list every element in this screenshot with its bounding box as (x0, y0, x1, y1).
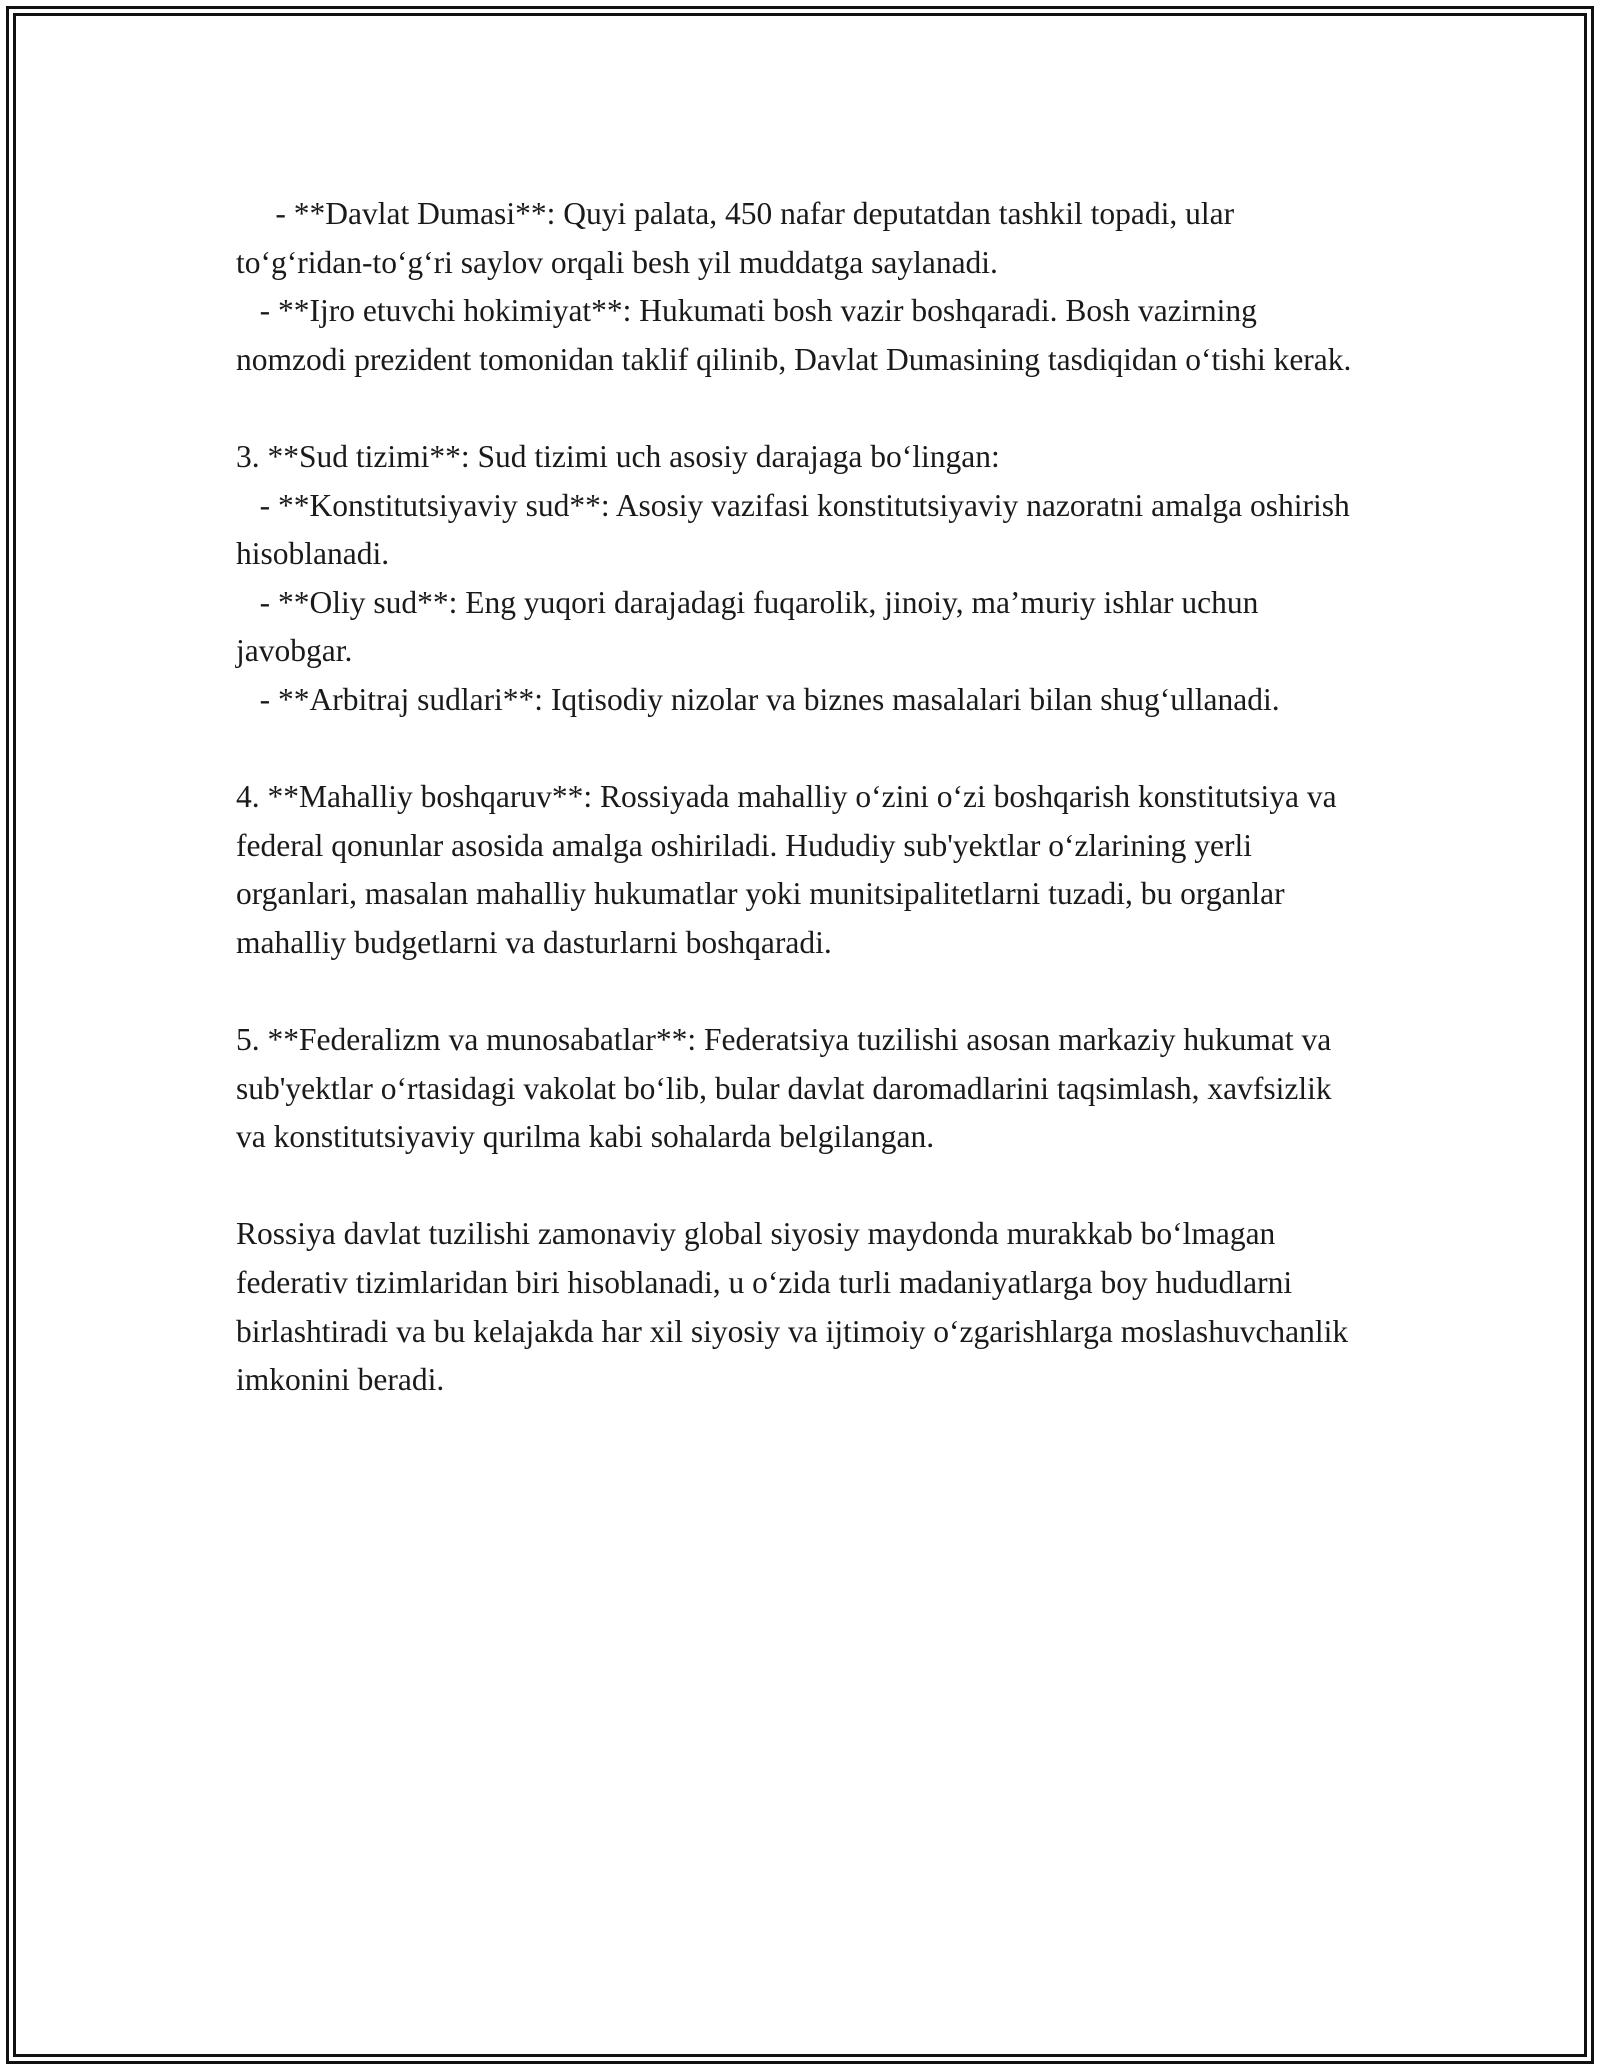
paragraph-spacer (236, 384, 1366, 433)
paragraph-konstitutsiyaviy-sud: - **Konstitutsiyaviy sud**: Asosiy vazifasi konstitutsiyaviy nazoratni amalga oshirish hisoblanadi. (236, 487, 1358, 572)
paragraph-mahalliy-boshqaruv: 4. **Mahalliy boshqaruv**: Rossiyada mahalliy o‘zini o‘zi boshqarish konstitutsiya va federal qonunlar asosida amalga oshiriladi. Hududiy sub'yektlar o‘zlarining yerli organlari, masalan mahalliy hukumatlar yoki munitsipalitetlarni tuzadi, bu organlar mahalliy budgetlarni va dasturlarni boshqaradi. (236, 779, 1345, 960)
paragraph-sud-tizimi: 3. **Sud tizimi**: Sud tizimi uch asosiy darajaga bo‘lingan: (236, 438, 1000, 474)
paragraph-spacer (236, 1162, 1366, 1211)
paragraph-oliy-sud: - **Oliy sud**: Eng yuqori darajadagi fuqarolik, jinoiy, ma’muriy ishlar uchun javobgar. (236, 584, 1267, 669)
paragraph-conclusion: Rossiya davlat tuzilishi zamonaviy global siyosiy maydonda murakkab bo‘lmagan federativ tizimlaridan biri hisoblanadi, u o‘zida turli madaniyatlarga boy hududlarni birlashtiradi va bu kelajakda har xil siyosiy va ijtimoiy o‘zgarishlarga moslashuvchanlik imkonini beradi. (236, 1216, 1357, 1398)
paragraph-arbitraj-sudlari: - **Arbitraj sudlari**: Iqtisodiy nizolar va biznes masalalari bilan shug‘ullanadi. (236, 681, 1280, 717)
paragraph-ijro-hokimiyat: - **Ijro etuvchi hokimiyat**: Hukumati bosh vazir boshqaradi. Bosh vazirning nomzodi prezident tomonidan taklif qilinib, Davlat Dumasining tasdiqidan o‘tishi kerak. (236, 293, 1352, 377)
paragraph-federalizm: 5. **Federalizm va munosabatlar**: Federatsiya tuzilishi asosan markaziy hukumat va sub'yektlar o‘rtasidagi vakolat bo‘lib, bular davlat daromadlarini taqsimlash, xavfsizlik va konstitutsiyaviy qurilma kabi sohalarda belgilangan. (236, 1022, 1340, 1155)
document-body (236, 190, 1366, 1405)
paragraph-spacer (236, 968, 1366, 1017)
paragraph-davlat-dumasi: - **Davlat Dumasi**: Quyi palata, 450 nafar deputatdan tashkil topadi, ular to‘g‘ridan-to‘g‘ri saylov orqali besh yil muddatga saylanadi. (236, 196, 1242, 280)
paragraph-spacer (236, 725, 1366, 774)
